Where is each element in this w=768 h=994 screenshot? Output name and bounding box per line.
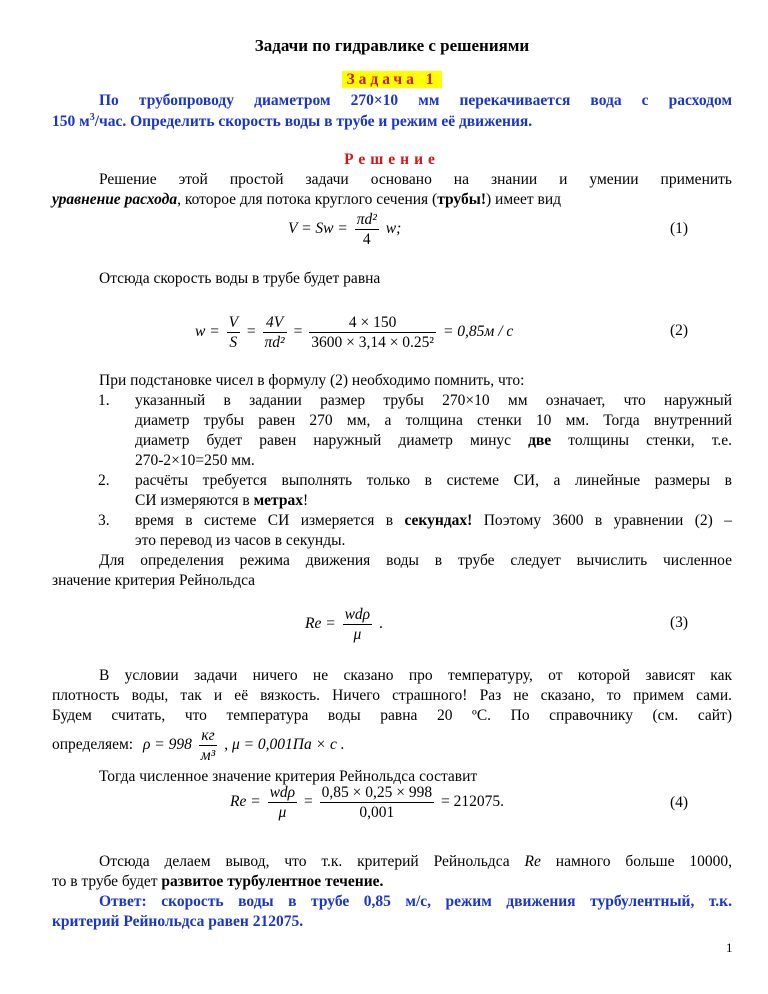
equation-4: Re = $\frac{\text{wdρ}}{\mu}$ = $\frac{0,85 \times 0,25 \times 998}{0,001}$ = 212075. (230, 784, 504, 821)
task-heading (52, 70, 732, 90)
para2: Отсюда скорость воды в трубе будет равна (99, 270, 381, 287)
equation-1: V = Sw = $\frac{\text{πd²}}{4}$ w; (288, 211, 402, 248)
para7-line2: то в трубе будет развитое турбулентное течение. (52, 873, 384, 890)
para7-line1: Отсюда делаем вывод, что т.к. критерий Рейнольдса Re намного больше 10000, (99, 853, 732, 870)
para6: Тогда численное значение критерия Рейнольдса составит (99, 768, 478, 785)
para5-line4: определяем: ρ = 998 $\frac{кг}{\text{м³}}$ , μ = 0,001Па × с . (52, 727, 345, 764)
list-1-line3: диаметр будет равен наружный диаметр минус две толщины стенки, т.е. (135, 432, 732, 449)
page-number: 1 (726, 940, 733, 955)
equation-1-number: (1) (670, 220, 689, 237)
para4-line1: Для определения режима движения воды в трубе следует вычислить численное (99, 552, 732, 569)
para5-line3: Будем считать, что температура воды равна 20 ºС. По справочнику (см. сайт) (52, 707, 732, 724)
equation-3: Re = $\frac{\text{wdρ}}{\mu}$ . (305, 606, 383, 643)
para5-line2: плотность воды, так и её вязкость. Ничего страшного! Раз не сказано, то примем сами. (52, 687, 732, 704)
list-3-line2: это перевод из часов в секунды. (135, 532, 346, 549)
list-1-line4: 270-2×10=250 мм. (135, 452, 255, 469)
list-number-1: 1. (98, 392, 110, 409)
para1-line2: уравнение расхода, которое для потока круглого сечения (трубы!) имеет вид (52, 191, 562, 208)
para3: При подстановке чисел в формулу (2) необходимо помнить, что: (99, 372, 525, 389)
para5-line1: В условии задачи ничего не сказано про температуру, от которой зависят как (99, 667, 732, 684)
task-text-line2: 150 $м^3$/час. Определить скорость воды в трубе и режим её движения. (52, 111, 533, 130)
solution-label: Решение (344, 151, 440, 168)
list-3-line1: время в системе СИ измеряется в секундах! Поэтому 3600 в уравнении (2) – (135, 512, 732, 529)
equation-3-number: (3) (670, 614, 689, 631)
list-number-2: 2. (98, 472, 110, 489)
para1-line1: Решение этой простой задачи основано на знании и умении применить (99, 171, 732, 188)
equation-2-number: (2) (670, 322, 689, 339)
solution-heading (52, 150, 732, 170)
list-number-3: 3. (98, 512, 110, 529)
task-text-line1: По трубопроводу диаметром 270×10 мм перекачивается вода с расходом (99, 92, 732, 109)
answer-line1: Ответ: скорость воды в трубе 0,85 м/с, режим движения турбулентный, т.к. (99, 893, 732, 910)
equation-2: w = $\frac{V}{S}$ = $\frac{4V}{\text{πd²}}$ = $\frac{4 \times 150}{\text{3600 × 3,14 × 0.25²}}$ = 0,85м / с (195, 314, 514, 351)
para4-line2: значение критерия Рейнольдса (52, 572, 256, 589)
list-2-line1: расчёты требуется выполнять только в системе СИ, а линейные размеры в (135, 472, 732, 489)
answer-line2: критерий Рейнольдса равен 212075. (52, 913, 304, 930)
list-1-line2: диаметр трубы равен 270 мм, а толщина стенки 10 мм. Тогда внутренний (135, 412, 732, 429)
equation-4-number: (4) (670, 794, 689, 811)
page-title: Задачи по гидравлике с решениями (254, 36, 530, 55)
list-1-line1: указанный в задании размер трубы 270×10 мм означает, что наружный (135, 392, 732, 409)
list-2-line2: СИ измеряются в метрах! (135, 492, 309, 509)
task-label: Задача 1 (342, 71, 441, 88)
